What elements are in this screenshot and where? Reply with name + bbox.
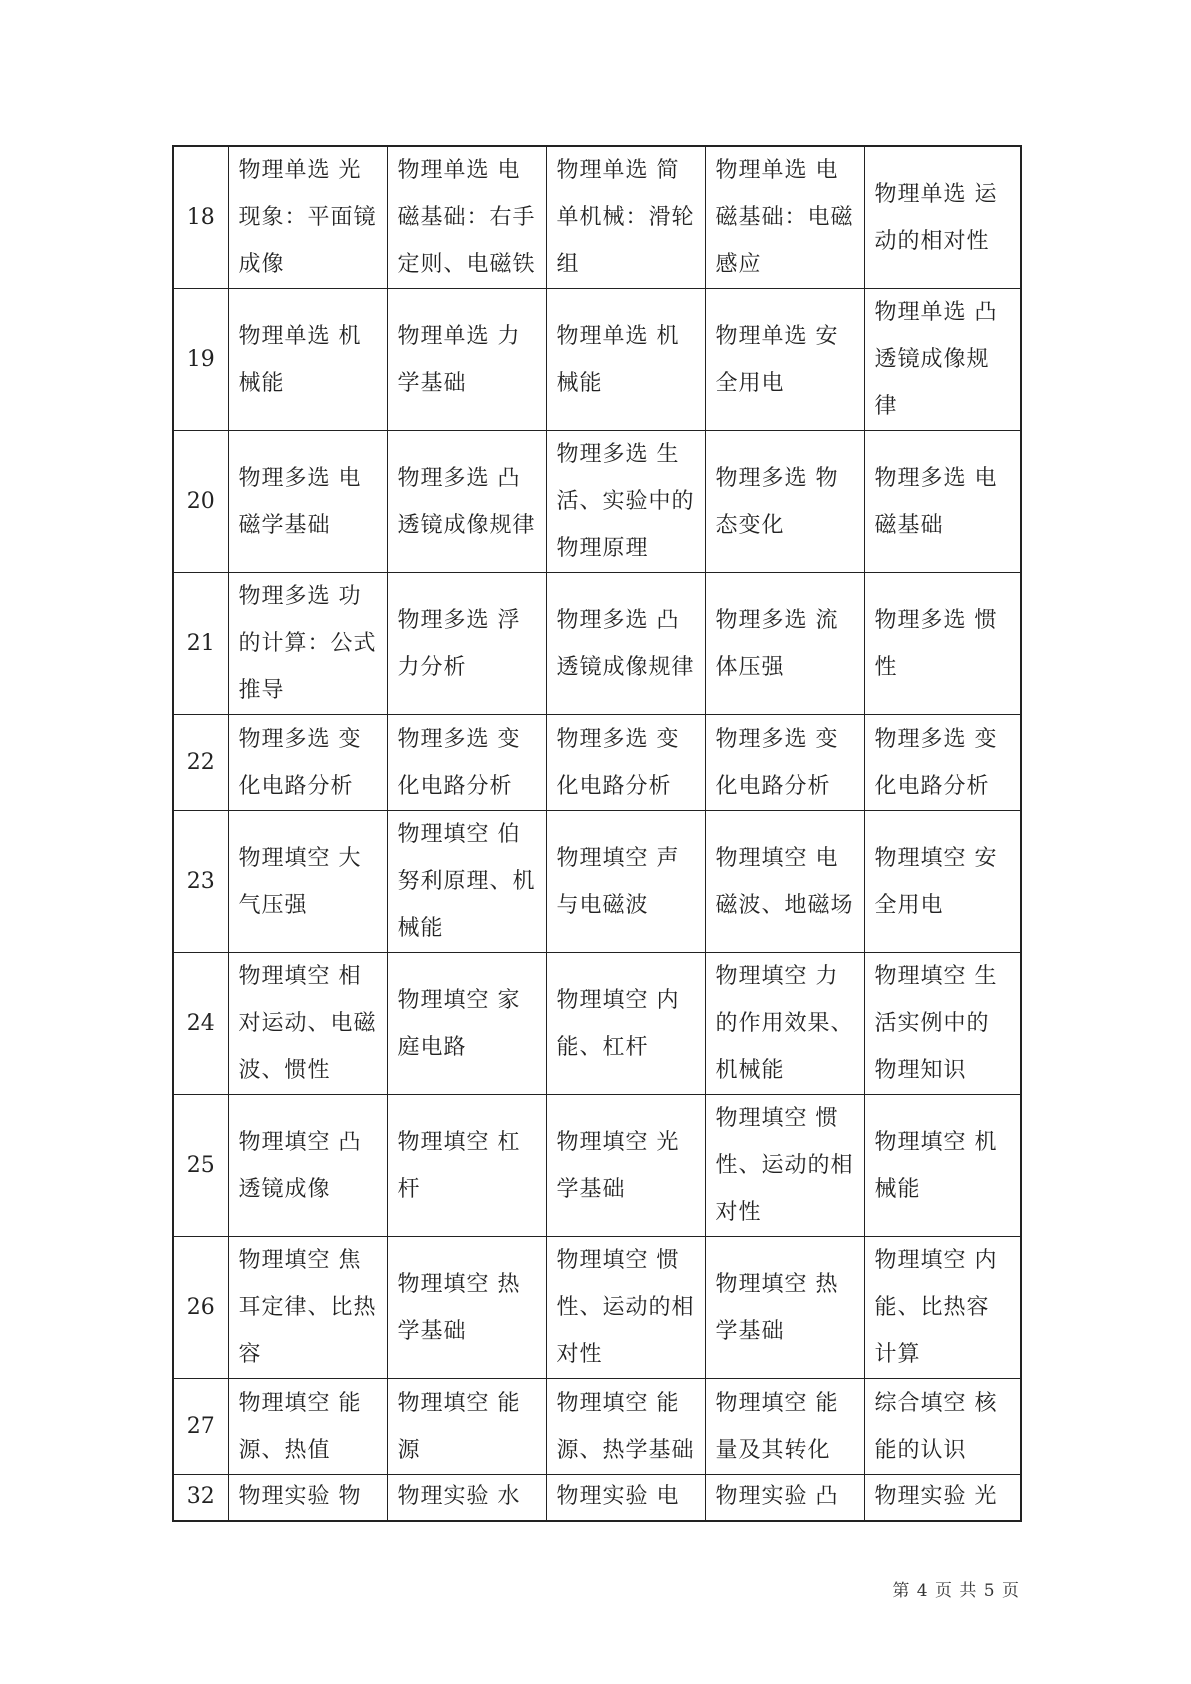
table-cell: 物理单选 凸透镜成像规律 — [864, 289, 1021, 431]
table-cell: 综合填空 核能的认识 — [864, 1379, 1021, 1475]
question-number: 25 — [173, 1095, 228, 1237]
table-cell: 物理单选 安全用电 — [705, 289, 864, 431]
table-cell: 物理填空 力的作用效果、机械能 — [705, 953, 864, 1095]
table-cell: 物理多选 浮力分析 — [387, 573, 546, 715]
table-cell: 物理单选 力学基础 — [387, 289, 546, 431]
topic-table — [172, 145, 1022, 1522]
table-row — [173, 431, 1021, 573]
table-cell: 物理多选 电磁学基础 — [228, 431, 387, 573]
table-cell: 物理填空 杠杆 — [387, 1095, 546, 1237]
table-cell: 物理填空 伯努利原理、机械能 — [387, 811, 546, 953]
question-number: 27 — [173, 1379, 228, 1475]
table-cell: 物理单选 电磁基础：右手定则、电磁铁 — [387, 146, 546, 289]
question-number: 22 — [173, 715, 228, 811]
table-cell: 物理多选 功的计算：公式推导 — [228, 573, 387, 715]
table-cell: 物理填空 能源、热值 — [228, 1379, 387, 1475]
question-number: 21 — [173, 573, 228, 715]
table-cell: 物理填空 光学基础 — [546, 1095, 705, 1237]
table-cell: 物理多选 物态变化 — [705, 431, 864, 573]
table-cell: 物理填空 生活实例中的物理知识 — [864, 953, 1021, 1095]
table-cell: 物理填空 能量及其转化 — [705, 1379, 864, 1475]
table-row — [173, 289, 1021, 431]
table-cell: 物理单选 简单机械：滑轮组 — [546, 146, 705, 289]
table-cell: 物理单选 机械能 — [228, 289, 387, 431]
page-number-footer: 第 4 页 共 5 页 — [892, 1581, 1020, 1601]
table-row — [173, 1237, 1021, 1379]
table-cell: 物理填空 能源、热学基础 — [546, 1379, 705, 1475]
question-number: 32 — [173, 1475, 228, 1521]
question-number: 19 — [173, 289, 228, 431]
question-number: 20 — [173, 431, 228, 573]
table-cell: 物理多选 变化电路分析 — [864, 715, 1021, 811]
table-cell: 物理多选 惯性 — [864, 573, 1021, 715]
table-cell: 物理单选 机械能 — [546, 289, 705, 431]
table-cell: 物理实验 电 — [546, 1475, 705, 1521]
question-number: 23 — [173, 811, 228, 953]
table-cell: 物理填空 惯性、运动的相对性 — [705, 1095, 864, 1237]
table-row — [173, 1095, 1021, 1237]
table-row — [173, 1379, 1021, 1475]
table-cell: 物理实验 光 — [864, 1475, 1021, 1521]
table-cell: 物理多选 变化电路分析 — [546, 715, 705, 811]
table-cell: 物理填空 相对运动、电磁波、惯性 — [228, 953, 387, 1095]
table-cell: 物理填空 能源 — [387, 1379, 546, 1475]
table-cell: 物理实验 物 — [228, 1475, 387, 1521]
table-cell: 物理多选 电磁基础 — [864, 431, 1021, 573]
table-cell: 物理填空 焦耳定律、比热容 — [228, 1237, 387, 1379]
table-row — [173, 146, 1021, 289]
table-cell: 物理多选 凸透镜成像规律 — [387, 431, 546, 573]
table-cell: 物理填空 电磁波、地磁场 — [705, 811, 864, 953]
table-cell: 物理填空 内能、杠杆 — [546, 953, 705, 1095]
table-cell: 物理多选 凸透镜成像规律 — [546, 573, 705, 715]
table-cell: 物理填空 热学基础 — [387, 1237, 546, 1379]
table-cell: 物理多选 变化电路分析 — [387, 715, 546, 811]
table-cell: 物理填空 内能、比热容计算 — [864, 1237, 1021, 1379]
table-row — [173, 953, 1021, 1095]
table-cell: 物理填空 家庭电路 — [387, 953, 546, 1095]
table-cell: 物理填空 安全用电 — [864, 811, 1021, 953]
table-cell: 物理实验 水 — [387, 1475, 546, 1521]
table-row — [173, 715, 1021, 811]
table-cell: 物理填空 机械能 — [864, 1095, 1021, 1237]
question-number: 24 — [173, 953, 228, 1095]
table-cell: 物理填空 大气压强 — [228, 811, 387, 953]
table-row — [173, 811, 1021, 953]
question-number: 26 — [173, 1237, 228, 1379]
table-cell: 物理填空 热学基础 — [705, 1237, 864, 1379]
table-cell: 物理单选 光现象：平面镜成像 — [228, 146, 387, 289]
table-cell: 物理填空 声与电磁波 — [546, 811, 705, 953]
question-number: 18 — [173, 146, 228, 289]
table-cell: 物理单选 运动的相对性 — [864, 146, 1021, 289]
table-cell: 物理多选 变化电路分析 — [705, 715, 864, 811]
table-cell: 物理填空 凸透镜成像 — [228, 1095, 387, 1237]
table-row — [173, 1475, 1021, 1521]
table-cell: 物理实验 凸 — [705, 1475, 864, 1521]
table-row — [173, 573, 1021, 715]
table-cell: 物理单选 电磁基础：电磁感应 — [705, 146, 864, 289]
table-cell: 物理多选 流体压强 — [705, 573, 864, 715]
table-cell: 物理多选 变化电路分析 — [228, 715, 387, 811]
table-cell: 物理多选 生活、实验中的物理原理 — [546, 431, 705, 573]
table-cell: 物理填空 惯性、运动的相对性 — [546, 1237, 705, 1379]
